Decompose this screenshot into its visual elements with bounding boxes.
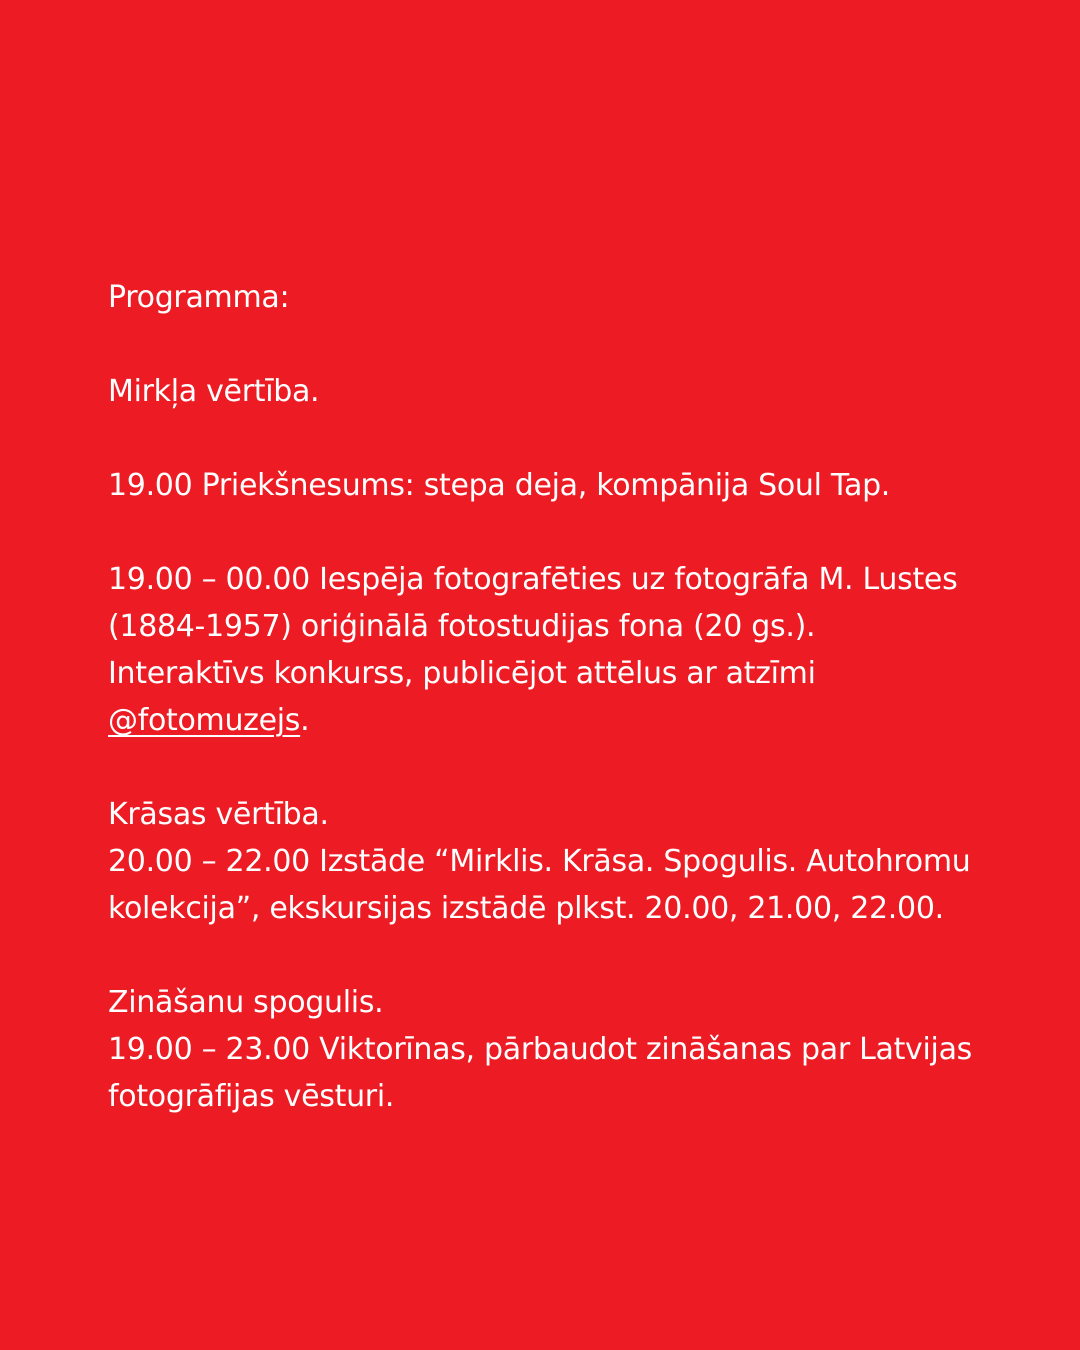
handle-suffix: . [300, 703, 310, 738]
photo-session-line-1: 19.00 – 00.00 Iespēja fotografēties uz fotogrāfa M. Lustes [108, 562, 958, 597]
knowledge-section-title: Zināšanu spogulis. [108, 985, 384, 1020]
spacer [108, 932, 1008, 979]
color-section-title: Krāsas vērtība. [108, 797, 329, 832]
spacer [108, 509, 1008, 556]
spacer [108, 744, 1008, 791]
handle-line [108, 697, 1008, 744]
program-text-block [108, 274, 1008, 1120]
quiz-line-1: 19.00 – 23.00 Viktorīnas, pārbaudot zināšanas par Latvijas [108, 1032, 972, 1067]
program-heading: Programma: [108, 280, 290, 315]
photo-session-line-2: (1884-1957) oriģinālā fotostudijas fona (20 gs.). [108, 609, 816, 644]
spacer [108, 415, 1008, 462]
exhibition-line-1: 20.00 – 22.00 Izstāde “Mirklis. Krāsa. Spogulis. Autohromu [108, 844, 971, 879]
performance-item: 19.00 Priekšnesums: stepa deja, kompānija Soul Tap. [108, 468, 891, 503]
contest-line: Interaktīvs konkurss, publicējot attēlus ar atzīmi [108, 656, 816, 691]
exhibition-line-2: kolekcija”, ekskursijas izstādē plkst. 20.00, 21.00, 22.00. [108, 891, 944, 926]
moment-section-title: Mirkļa vērtība. [108, 374, 320, 409]
spacer [108, 321, 1008, 368]
quiz-line-2: fotogrāfijas vēsturi. [108, 1079, 395, 1114]
fotomuzejs-handle-link[interactable]: @fotomuzejs [108, 703, 301, 738]
